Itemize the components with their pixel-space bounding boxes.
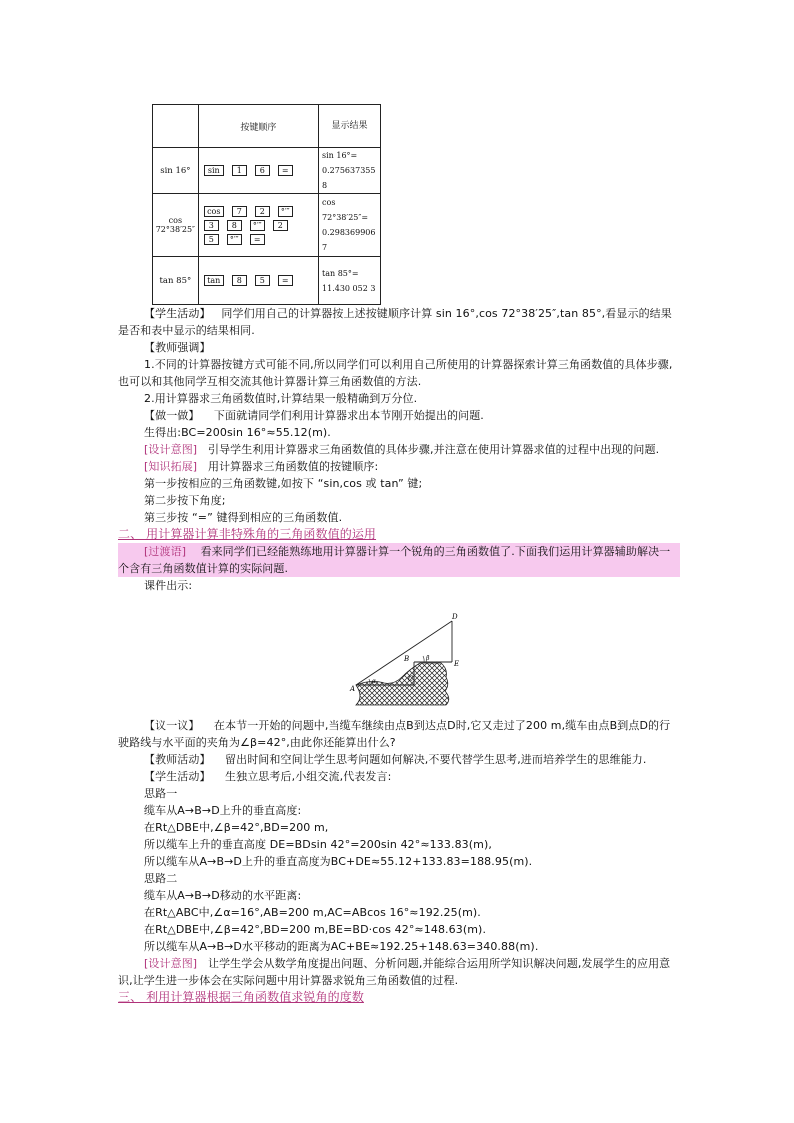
student-activity-2-text: 生独立思考后,小组交流,代表发言: <box>225 770 392 783</box>
discuss-text: 在本节一开始的问题中,当缆车继续由点B到达点D时,它又走过了200 m,缆车由点B到点D的行驶路线与水平面的夹角为∠β=42°,由此你还能算出什么? <box>118 719 671 749</box>
idea-2-line: 在Rt△ABC中,∠α=16°,AB=200 m,AC=ABcos 16°≈192.25(m). <box>144 906 481 919</box>
cable-car-figure <box>342 613 466 709</box>
key-sequence-cell <box>198 148 318 194</box>
result-line: 0.298369906 7 <box>322 228 376 252</box>
design-intent-text: 引导学生利用计算器求三角函数值的具体步骤,并注意在使用计算器求值的过程中出现的问题. <box>207 443 660 456</box>
teacher-emphasis-item-1: 1.不同的计算器按键方式可能不同,所以同学们可以利用自己所使用的计算器探索计算三角函数值的具体步骤,也可以和其他同学互相交流其他计算器计算三角函数值的方法. <box>118 358 673 388</box>
student-activity-2-label: 【学生活动】 <box>144 770 211 783</box>
label-alpha: α <box>372 678 377 685</box>
result-cell <box>319 194 381 257</box>
calc-key: 2 <box>255 206 270 217</box>
calc-key: 5 <box>255 275 270 286</box>
idea-1-line: 缆车从A→B→D上升的垂直高度: <box>144 804 302 817</box>
calc-key: °′″ <box>278 206 293 217</box>
table-header-row <box>153 105 381 148</box>
transition-text: 看来同学们已经能熟练地用计算器计算一个锐角的三角函数值了.下面我们运用计算器辅助解决一个含有三角函数值计算的实际问题. <box>118 545 671 575</box>
label-c: C <box>408 675 414 683</box>
table-header-cell <box>153 105 199 148</box>
paragraph-knowledge-extension <box>118 458 680 475</box>
student-activity-label: 【学生活动】 <box>144 307 211 320</box>
design-intent-2-label: [设计意图] <box>144 957 198 970</box>
key-sequence-table <box>152 104 381 305</box>
row-label: tan 85° <box>153 257 199 305</box>
do-it-label: 【做一做】 <box>144 409 200 422</box>
courseware-label: 课件出示: <box>144 579 193 592</box>
idea-1-title: 思路一 <box>144 787 178 800</box>
calc-key: 1 <box>232 165 247 176</box>
calc-key: 3 <box>204 220 219 231</box>
paragraph-do-it <box>118 407 680 424</box>
result-line: 11.430 052 3 <box>322 283 376 293</box>
student-activity-text: 同学们用自己的计算器按上述按键顺序计算 sin 16°,cos 72°38′25″,tan 85°,看显示的结果是否和表中显示的结果相同. <box>118 307 672 337</box>
idea-2-title: 思路二 <box>144 872 178 885</box>
result-line: sin 16°= <box>322 151 358 160</box>
knowledge-extension-label: [知识拓展] <box>144 460 198 473</box>
result-cell <box>319 148 381 194</box>
calc-key: = <box>278 165 293 176</box>
section-heading-2: 二、 用计算器计算非特殊角的三角函数值的运用 <box>118 527 377 541</box>
text-block-lower <box>118 717 680 1006</box>
calc-key: sin <box>204 165 224 176</box>
discuss-label: 【议一议】 <box>144 719 200 732</box>
paragraph-teacher-activity <box>118 751 680 768</box>
table-header-cell: 按键顺序 <box>198 105 318 148</box>
idea-2-line: 所以缆车从A→B→D水平移动的距离为AC+BE≈192.25+148.63=340.88(m). <box>144 940 539 953</box>
calc-key: 6 <box>255 165 270 176</box>
result-line: cos 72°38′25″= <box>322 198 369 222</box>
calc-key: tan <box>204 275 224 286</box>
paragraph-transition <box>118 543 680 577</box>
key-sequence-cell <box>198 257 318 305</box>
result-cell <box>319 257 381 305</box>
teacher-activity-text: 留出时间和空间让学生思考问题如何解决,不要代替学生思考,进而培养学生的思维能力. <box>225 753 647 766</box>
paragraph-design-intent-2 <box>118 955 680 989</box>
teacher-activity-label: 【教师活动】 <box>144 753 211 766</box>
transition-label: [过渡语] <box>144 545 187 558</box>
paragraph-discuss <box>118 717 680 751</box>
label-beta: β <box>426 655 430 662</box>
beta-arc <box>423 656 424 662</box>
design-intent-label: [设计意图] <box>144 443 198 456</box>
idea-2-line: 在Rt△DBE中,∠β=42°,BD=200 m,BE=BD·cos 42°≈148.63(m). <box>144 923 487 936</box>
paragraph-design-intent-1 <box>118 441 680 458</box>
label-e: E <box>454 660 460 668</box>
row-label: sin 16° <box>153 148 199 194</box>
calc-key: °′″ <box>227 234 242 245</box>
table-row <box>153 194 381 257</box>
calc-key: cos <box>204 206 224 217</box>
idea-2-line: 缆车从A→B→D移动的水平距离: <box>144 889 302 902</box>
calc-key: 5 <box>204 234 219 245</box>
result-line: tan 85°= <box>322 268 359 278</box>
do-it-text: 下面就请同学们利用计算器求出本节刚开始提出的问题. <box>213 409 484 422</box>
calc-key: 8 <box>227 220 242 231</box>
knowledge-extension-text: 用计算器求三角函数值的按键顺序: <box>207 460 379 473</box>
paragraph-student-activity-2 <box>118 768 680 785</box>
calc-key: 8 <box>232 275 247 286</box>
calc-key: 2 <box>273 220 288 231</box>
row-label: cos 72°38′25″ <box>153 194 199 257</box>
paragraph-student-activity <box>118 305 680 339</box>
teacher-emphasis-label: 【教师强调】 <box>144 341 211 354</box>
key-sequence-cell <box>198 194 318 257</box>
design-intent-2-text: 让学生学会从数学角度提出问题、分析问题,并能综合运用所学知识解决问题,发展学生的应用意识,让学生进一步体会在实际问题中用计算器求锐角三角函数值的过程. <box>118 957 671 987</box>
table-row <box>153 257 381 305</box>
step-3: 第三步按 “=” 键得到相应的三角函数值. <box>144 511 343 524</box>
calc-key: 7 <box>232 206 247 217</box>
table-row <box>153 148 381 194</box>
calc-key: = <box>278 275 293 286</box>
section-heading-3: 三、 利用计算器根据三角函数值求锐角的度数 <box>118 990 364 1004</box>
step-1: 第一步按相应的三角函数键,如按下 “sin,cos 或 tan” 键; <box>144 477 423 490</box>
table-header-cell: 显示结果 <box>319 105 381 148</box>
teacher-emphasis-item-2: 2.用计算器求三角函数值时,计算结果一般精确到万分位. <box>144 392 418 405</box>
idea-1-line: 在Rt△DBE中,∠β=42°,BD=200 m, <box>144 821 329 834</box>
step-2: 第二步按下角度; <box>144 494 226 507</box>
result-line: 0.275637355 8 <box>322 166 376 190</box>
calc-key: °′″ <box>250 220 265 231</box>
idea-1-line: 所以缆车上升的垂直高度 DE=BDsin 42°=200sin 42°≈133.83(m), <box>144 838 492 851</box>
student-answer: 生得出:BC=200sin 16°≈55.12(m). <box>144 426 331 439</box>
idea-1-line: 所以缆车从A→B→D上升的垂直高度为BC+DE≈55.12+133.83=188.95(m). <box>144 855 533 868</box>
calc-key: = <box>250 234 265 245</box>
label-a: A <box>350 685 356 693</box>
text-block-upper <box>118 305 680 594</box>
label-d: D <box>452 613 458 621</box>
label-b: B <box>404 655 410 663</box>
